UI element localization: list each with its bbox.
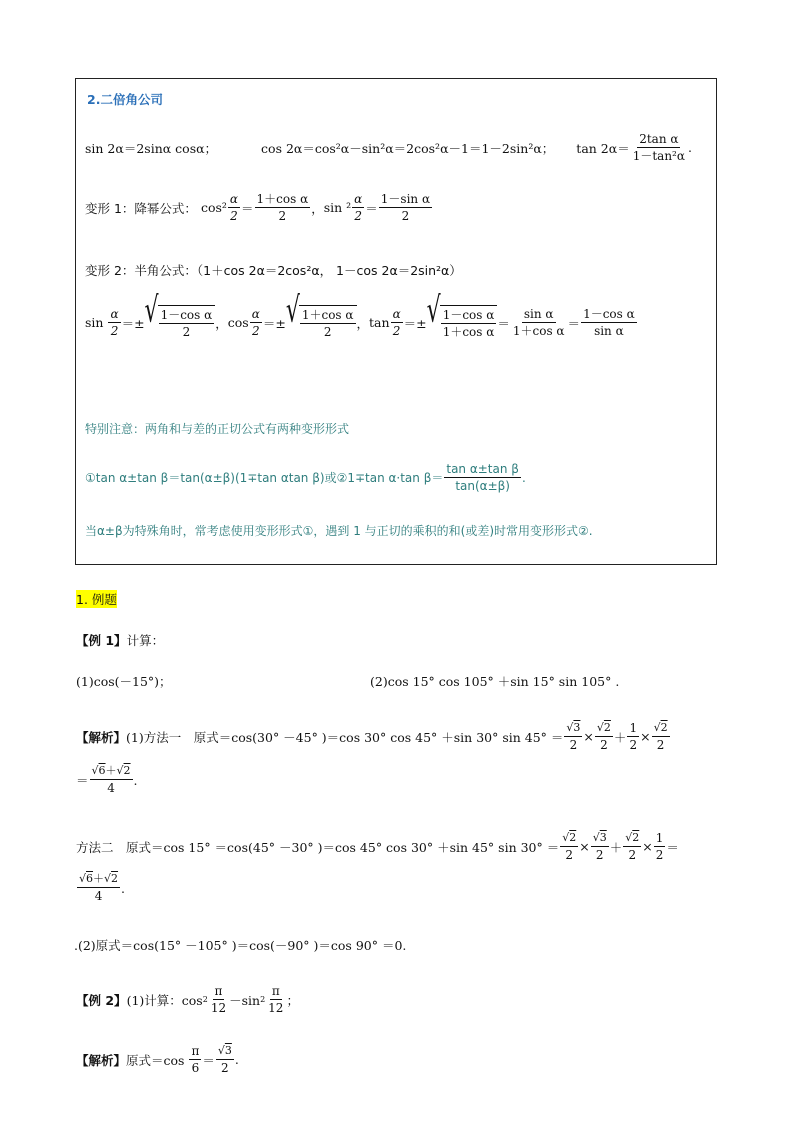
example2-question: 【例 2】 (1)计算：cos 2 $\frac{\pi}{12}$ －sin 2 $\frac{\pi}{12}$ ； (76, 984, 299, 1016)
example1-solution1: 【解析】 (1)方法一 原式＝cos(30° －45° )＝cos 30° cos 45° ＋sin 30° sin 45° ＝ $\frac{√3}{2}$ × $\frac{√2}{2}$ ＋ $\frac{1}{2}$ × $\frac{√2}{2}$ (76, 720, 668, 753)
special-note: 特别注意：两角和与差的正切公式有两种变形形式 (85, 422, 350, 436)
example1-result2: $\frac{√6+√2}{4}$ . (79, 872, 126, 903)
section-heading: 1. 例题 (76, 592, 117, 607)
example1-q2: (2)cos 15° cos 105° ＋sin 15° sin 105° . (370, 674, 620, 689)
example1-method2: 方法二 原式＝cos 15° ＝cos(45° －30° )＝cos 45° cos 30° ＋sin 45° sin 30° ＝ $\frac{√2}{2}$ × $\frac{√3}{2}$ ＋ $\frac{√2}{2}$ × $\frac{1}{2}$ ＝ (76, 830, 679, 863)
double-angle-formulas: sin 2α＝2sinα cosα； cos 2α＝cos²α－sin²α＝2cos²α－1＝1－2sin²α； tan 2α＝ $\frac{\text{2tan α}}{\text{1－tan²α}}$ . (85, 132, 692, 164)
example2-solution: 【解析】 原式＝cos $\frac{\pi}{6}$ ＝ $\frac{√3}{2}$ . (76, 1043, 239, 1076)
variant1-label: 变形 1：降幂公式： (85, 200, 197, 216)
tan-double-fraction: $\frac{\text{2tan α}}{\text{1－tan²α}}$ (632, 132, 685, 164)
example1-part2: .(2)原式＝cos(15° －105° )＝cos(－90° )＝cos 90° ＝0. (74, 938, 407, 953)
example1-header: 【例 1】 计算： (76, 633, 165, 648)
cos-square-fraction: $\frac{\text{1＋cos α}}{2}$ (256, 192, 309, 224)
sqrt-tan-half: √ $\frac{\text{1－cos α}}{\text{1＋cos α}}$ (427, 305, 498, 340)
sqrt-sin-half: √ $\frac{\text{1－cos α}}{2}$ (145, 305, 216, 340)
half-angle-formulas: sin $\frac{\alpha}{2}$ ＝± √ $\frac{\text{1－cos α}}{2}$ ， cos $\frac{\alpha}{2}$ ＝± √ $\frac{\text{1＋cos α}}{2}$ ， tan $\frac{\alpha}{2}$ ＝± √ $\frac{\text{1－cos α}}{\text{1＋cos α}}$ ＝ $\frac{\text{sin α}}{\text{1＋cos α}}$ ＝ $\frac{\text{1－cos α}}{\text{sin α}}$ (85, 291, 635, 340)
example1-q1: (1)cos(－15°)； (76, 674, 172, 689)
variant2-line: 变形 2：半角公式：（1＋cos 2α＝2cos²α， 1－cos 2α＝2sin²α） (85, 263, 462, 278)
cos-double: cos 2α＝cos²α－sin²α＝2cos²α－1＝1－2sin²α； (261, 140, 555, 156)
sqrt-cos-half: √ $\frac{\text{1＋cos α}}{2}$ (286, 305, 357, 340)
example2-label: 【例 2】 (76, 992, 127, 1008)
example1-label: 【例 1】 (76, 633, 127, 648)
sin-double: sin 2α＝2sinα cosα； (85, 140, 218, 156)
tan-double-lhs: tan 2α＝ (576, 140, 630, 156)
formula-box (75, 78, 717, 565)
variant1-line: 变形 1：降幂公式： cos² $\frac{\alpha}{2}$ ＝ $\frac{\text{1＋cos α}}{2}$ ， sin ² $\frac{\alpha}{2}$ ＝ $\frac{\text{1－sin α}}{2}$ (85, 192, 431, 224)
sin-square-fraction: $\frac{\text{1－sin α}}{2}$ (380, 192, 431, 224)
example1-result1: ＝ $\frac{√6+√2}{4}$ . (76, 764, 138, 795)
box-title: 2.二倍角公司 (87, 92, 163, 107)
usage-note: 当α±β为特殊角时，常考虑使用变形形式①，遇到 1 与正切的乘积的和(或差)时常用变形形式②. (85, 524, 593, 538)
tan-variant-forms: ①tan α±tan β＝tan(α±β)(1∓tan αtan β)或②1∓tan α·tan β＝ $\frac{\text{tan α±tan β}}{\tan(\alpha\pm\beta)}$ . (85, 462, 526, 494)
alpha-over-2: $\frac{\alpha}{2}$ (229, 192, 238, 224)
